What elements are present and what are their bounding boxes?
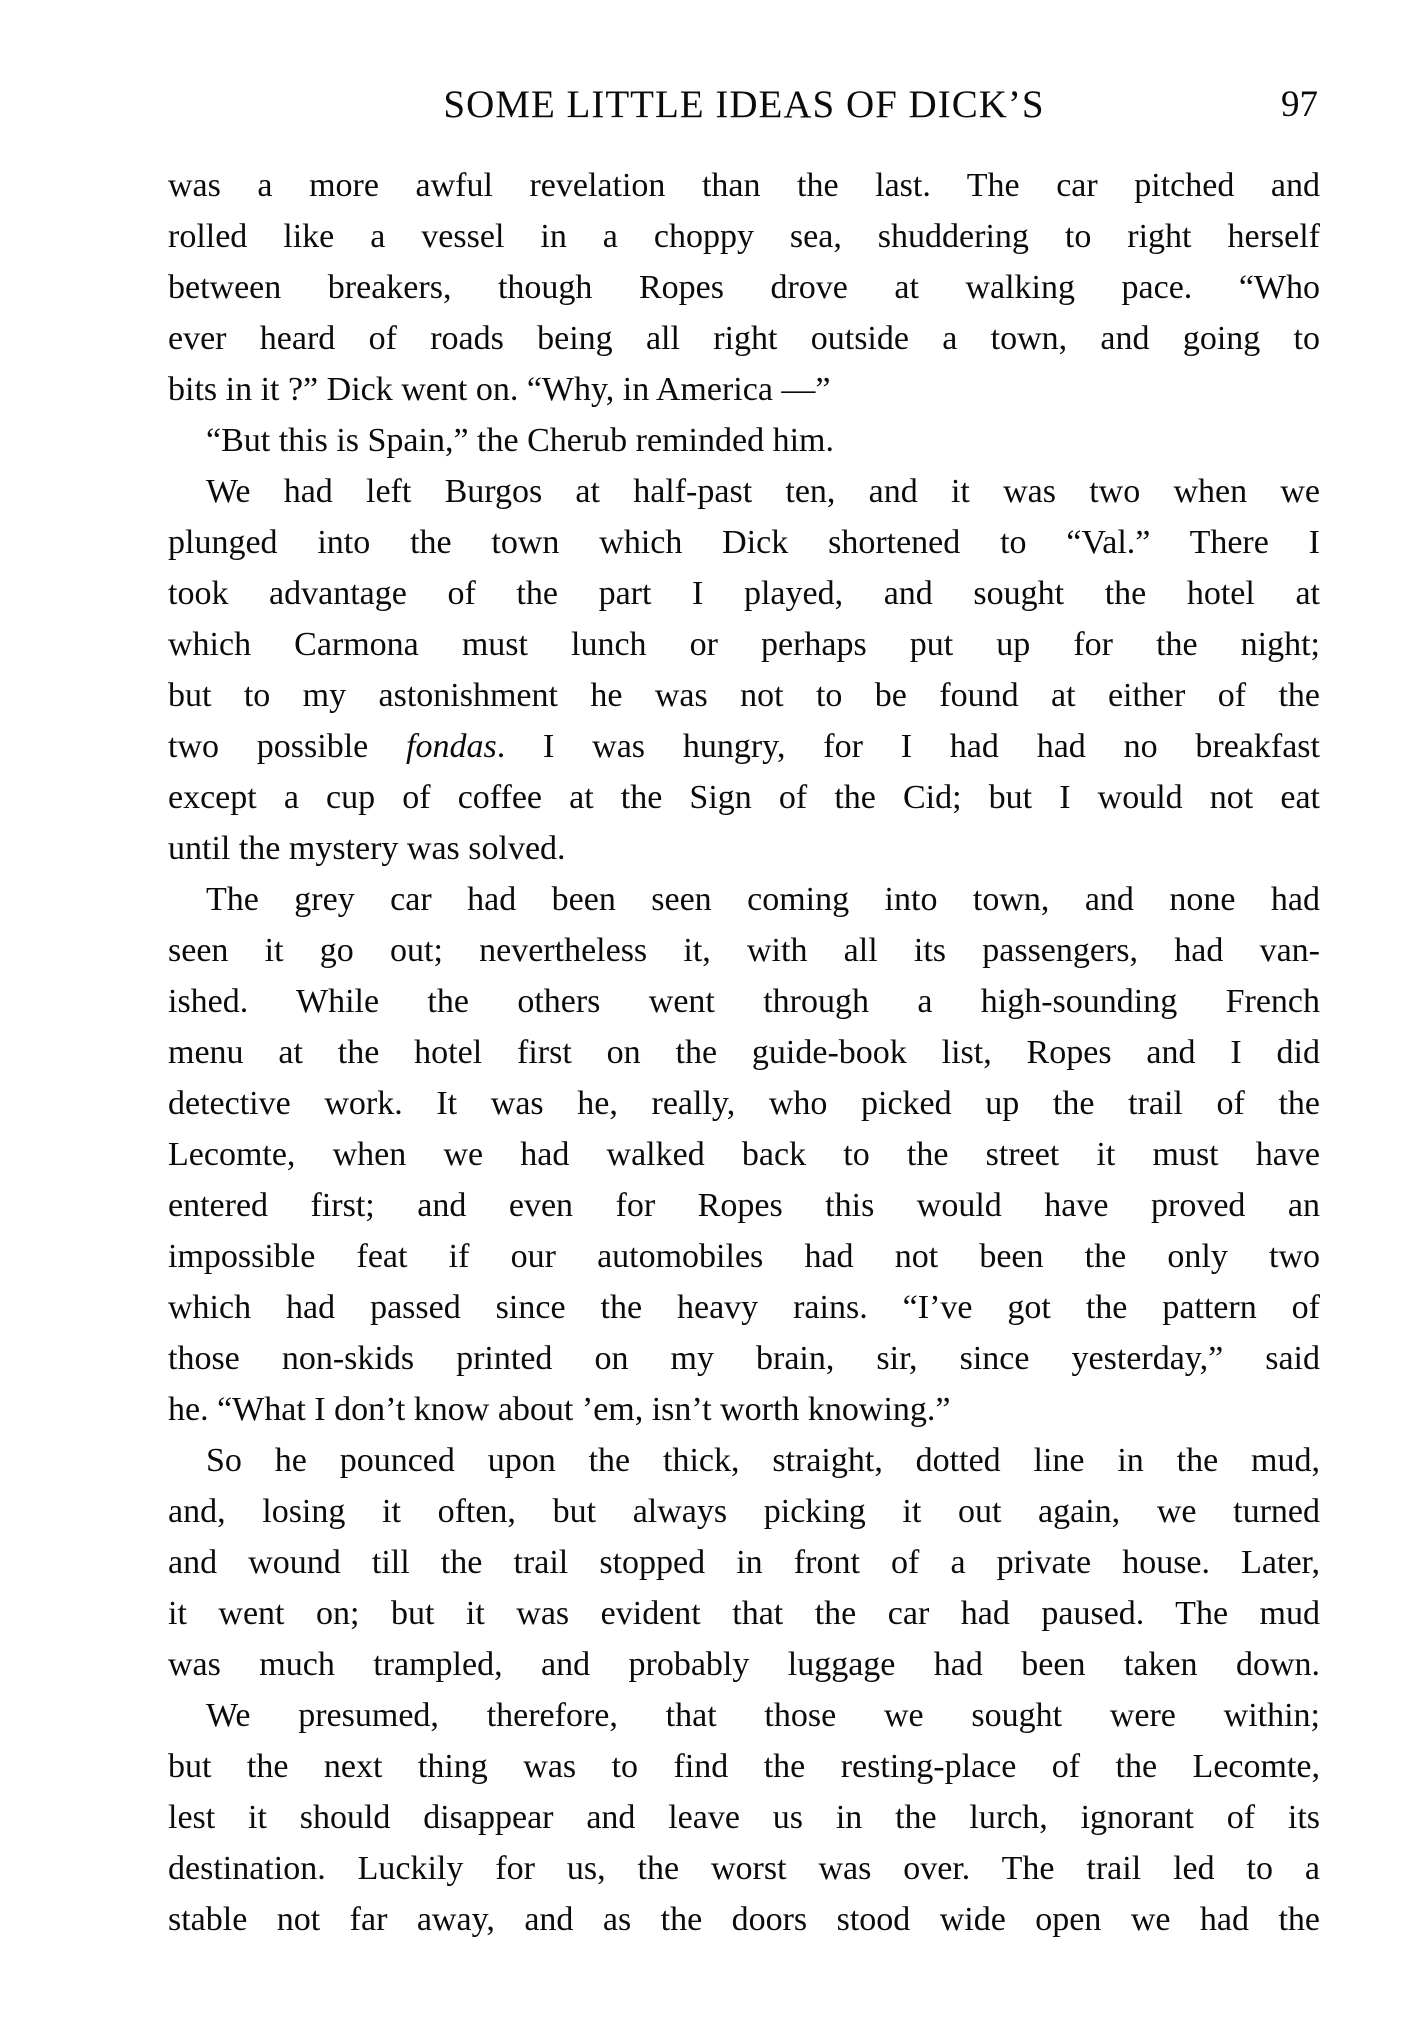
- text-line: it went on; but it was evident that the car had paused. The mud: [168, 1595, 1320, 1632]
- text-segment: . I was hungry, for I had had no breakfast: [496, 728, 1320, 765]
- text-line: plunged into the town which Dick shortened to “Val.” There I: [168, 524, 1320, 561]
- paragraph: [168, 874, 1320, 1435]
- text-line: which had passed since the heavy rains. “I’ve got the pattern of: [168, 1289, 1320, 1326]
- text-line: destination. Luckily for us, the worst was over. The trail led to a: [168, 1850, 1320, 1887]
- text-line: Lecomte, when we had walked back to the street it must have: [168, 1136, 1320, 1173]
- text-line: those non-skids printed on my brain, sir, since yesterday,” said: [168, 1340, 1320, 1377]
- text-line: was a more awful revelation than the last. The car pitched and: [168, 167, 1320, 204]
- text-line: stable not far away, and as the doors stood wide open we had the: [168, 1901, 1320, 1938]
- text-segment: two possible: [168, 728, 407, 765]
- text-line: impossible feat if our automobiles had not been the only two: [168, 1238, 1320, 1275]
- text-line: So he pounced upon the thick, straight, dotted line in the mud,: [206, 1442, 1320, 1479]
- text-line: was much trampled, and probably luggage had been taken down.: [168, 1646, 1320, 1683]
- text-line: bits in it ?” Dick went on. “Why, in America —”: [168, 371, 831, 408]
- text-line: detective work. It was he, really, who picked up the trail of the: [168, 1085, 1320, 1122]
- text-line: except a cup of coffee at the Sign of the Cid; but I would not eat: [168, 779, 1320, 816]
- text-line: ished. While the others went through a high-sounding French: [168, 983, 1320, 1020]
- text-block: [168, 0, 1320, 1945]
- text-line: until the mystery was solved.: [168, 830, 566, 867]
- paragraph: [168, 1435, 1320, 1690]
- text-line: between breakers, though Ropes drove at walking pace. “Who: [168, 269, 1320, 306]
- text-line: seen it go out; nevertheless it, with all its passengers, had van-: [168, 932, 1320, 969]
- text-line: lest it should disappear and leave us in the lurch, ignorant of its: [168, 1799, 1320, 1836]
- text-line: which Carmona must lunch or perhaps put up for the night;: [168, 626, 1320, 663]
- text-line: took advantage of the part I played, and sought the hotel at: [168, 575, 1320, 612]
- text-line: but the next thing was to find the resting-place of the Lecomte,: [168, 1748, 1320, 1785]
- paragraph: [168, 1690, 1320, 1945]
- text-line: The grey car had been seen coming into town, and none had: [206, 881, 1320, 918]
- running-head: [168, 84, 1320, 126]
- italic-text: fondas: [406, 728, 497, 765]
- text-line: and wound till the trail stopped in front of a private house. Later,: [168, 1544, 1320, 1581]
- page-title: SOME LITTLE IDEAS OF DICK’S: [443, 83, 1045, 126]
- text-line: “But this is Spain,” the Cherub reminded him.: [206, 422, 834, 459]
- paragraph: [168, 466, 1320, 874]
- text-line: he. “What I don’t know about ’em, isn’t worth knowing.”: [168, 1391, 951, 1428]
- paragraph: [168, 415, 1320, 466]
- text-line: rolled like a vessel in a choppy sea, shuddering to right herself: [168, 218, 1320, 255]
- page-body: [168, 160, 1320, 1945]
- text-line: entered first; and even for Ropes this would have proved an: [168, 1187, 1320, 1224]
- text-line: menu at the hotel first on the guide-book list, Ropes and I did: [168, 1034, 1320, 1071]
- text-line: but to my astonishment he was not to be found at either of the: [168, 677, 1320, 714]
- text-line: We presumed, therefore, that those we sought were within;: [206, 1697, 1320, 1734]
- text-line: ever heard of roads being all right outside a town, and going to: [168, 320, 1320, 357]
- page-number: 97: [1281, 84, 1318, 125]
- paragraph: [168, 160, 1320, 415]
- text-line: We had left Burgos at half-past ten, and it was two when we: [206, 473, 1320, 510]
- text-line: [168, 721, 1320, 772]
- text-line: and, losing it often, but always picking it out again, we turned: [168, 1493, 1320, 1530]
